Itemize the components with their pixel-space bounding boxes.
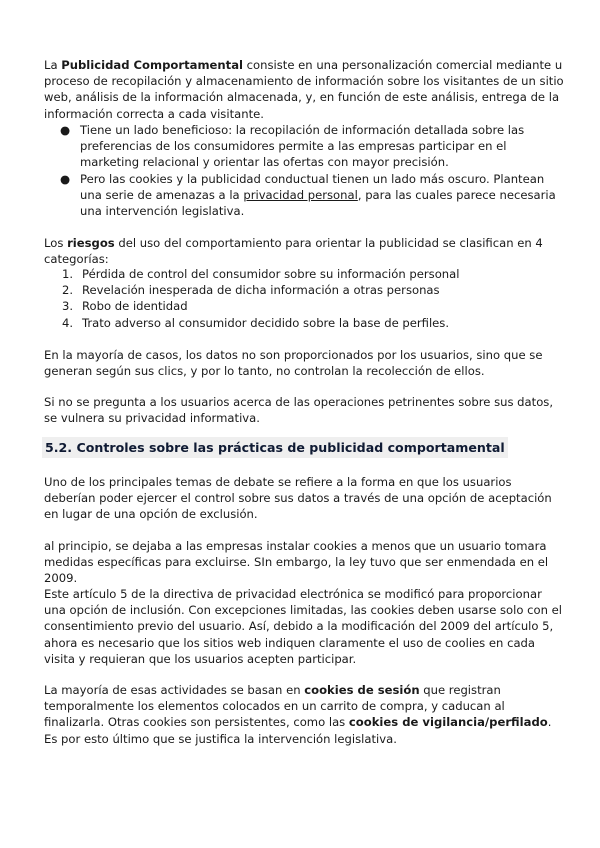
paragraph-data-generation: En la mayoría de casos, los datos no son proporcionados por los usuarios, sino que se generan según sus clics, y por lo tanto, no controlan la recolección de ellos. (44, 348, 543, 379)
privacidad-personal-link[interactable]: privacidad personal (243, 187, 358, 202)
item-text: Revelación inesperada de dicha información a otras personas (82, 283, 440, 298)
p8-pre: La mayoría de esas actividades se basan en (44, 683, 305, 697)
list-item (44, 122, 564, 171)
item-text: Pérdida de control del consumidor sobre su información personal (82, 267, 460, 281)
p1-post: consiste en una personalización comercial mediante u proceso de recopilación y almacenamiento de información sobre los visitantes de un sitio web, análisis de la información almacenada, y, en función de este análisis, entrega de la información correcta a cada visitante. (44, 58, 564, 121)
list-item (44, 298, 564, 314)
item-number: 1. (62, 267, 74, 281)
p8-bold-tracking: cookies de vigilancia/perfilado (348, 715, 548, 730)
item-text: Trato adverso al consumidor decidido sobre la base de perfiles. (82, 315, 450, 330)
section-heading: 5.2. Controles sobre las prácticas de publicidad comportamental (42, 437, 508, 458)
bullet-text: Tiene un lado beneficioso: la recopilación de información detallada sobre las preferencias de los consumidores permite a las empresas participar en el marketing relacional y orientar las ofertas con mayor precisión. (80, 123, 525, 170)
p8-mid: que registran temporalmente los elementos colocados en un carrito de compra, y caducan al finalizarla. Otras cookies son persistentes, como las (44, 683, 505, 730)
bullet-text-pre: Pero las cookies y la publicidad conductual tienen un lado más oscuro. Plantean una serie de amenazas a la (80, 171, 545, 202)
paragraph-privacy-violation: Si no se pregunta a los usuarios acerca de las operaciones petrinentes sobre sus datos, se vulnera su privacidad informativa. (44, 395, 554, 426)
risks-intro (44, 235, 564, 267)
p1-pre: La (44, 58, 62, 72)
item-text: Robo de identidad (82, 299, 188, 314)
p8-post: . Es por esto último que se justifica la intervención legislativa. (44, 715, 552, 746)
p2-post: del uso del comportamiento para orientar la publicidad se clasifican en 4 categorías: (44, 236, 543, 267)
bullet-dot: ● (60, 123, 71, 137)
paragraph-session-cookies (44, 682, 564, 747)
behavioral-advertising-definition (44, 57, 564, 122)
list-item (44, 266, 564, 282)
list-item (44, 282, 564, 298)
paragraph-article-5: Este artículo 5 de la directiva de privacidad electrónica se modificó para proporcionar una opción de inclusión. Con excepciones limitadas, las cookies deben usarse solo con el consentimiento previo del usuario. Así, debido a la modificación del 2009 del artículo 5, ahora es necesario que los sitios web indiquen claramente el uso de coolies en cada visita y requieran que los usuarios acepten participar. (44, 587, 563, 666)
p2-bold: riesgos (67, 236, 115, 250)
paragraph-initial-cookies: al principio, se dejaba a las empresas instalar cookies a menos que un usuario tomara medidas específicas para excluirse. SIn embargo, la ley tuvo que ser enmendada en el 2009. (44, 539, 549, 586)
item-number: 3. (62, 299, 74, 314)
item-number: 4. (62, 315, 74, 330)
bullet-text-post: , para las cuales parece necesaria una intervención legislativa. (80, 187, 556, 219)
paragraph-user-control: Uno de los principales temas de debate se refiere a la forma en que los usuarios deberían poder ejercer el control sobre sus datos a través de una opción de aceptación en lugar de una opción de exclusión. (44, 475, 552, 522)
p2-pre: Los (44, 236, 68, 250)
risks-list (44, 266, 564, 331)
p8-bold-session: cookies de sesión (304, 683, 420, 697)
bullet-list (44, 122, 564, 219)
p1-bold: Publicidad Comportamental (61, 58, 243, 72)
list-item (44, 315, 564, 331)
bullet-dot: ● (60, 171, 71, 186)
item-number: 2. (62, 283, 74, 298)
list-item (44, 171, 564, 220)
